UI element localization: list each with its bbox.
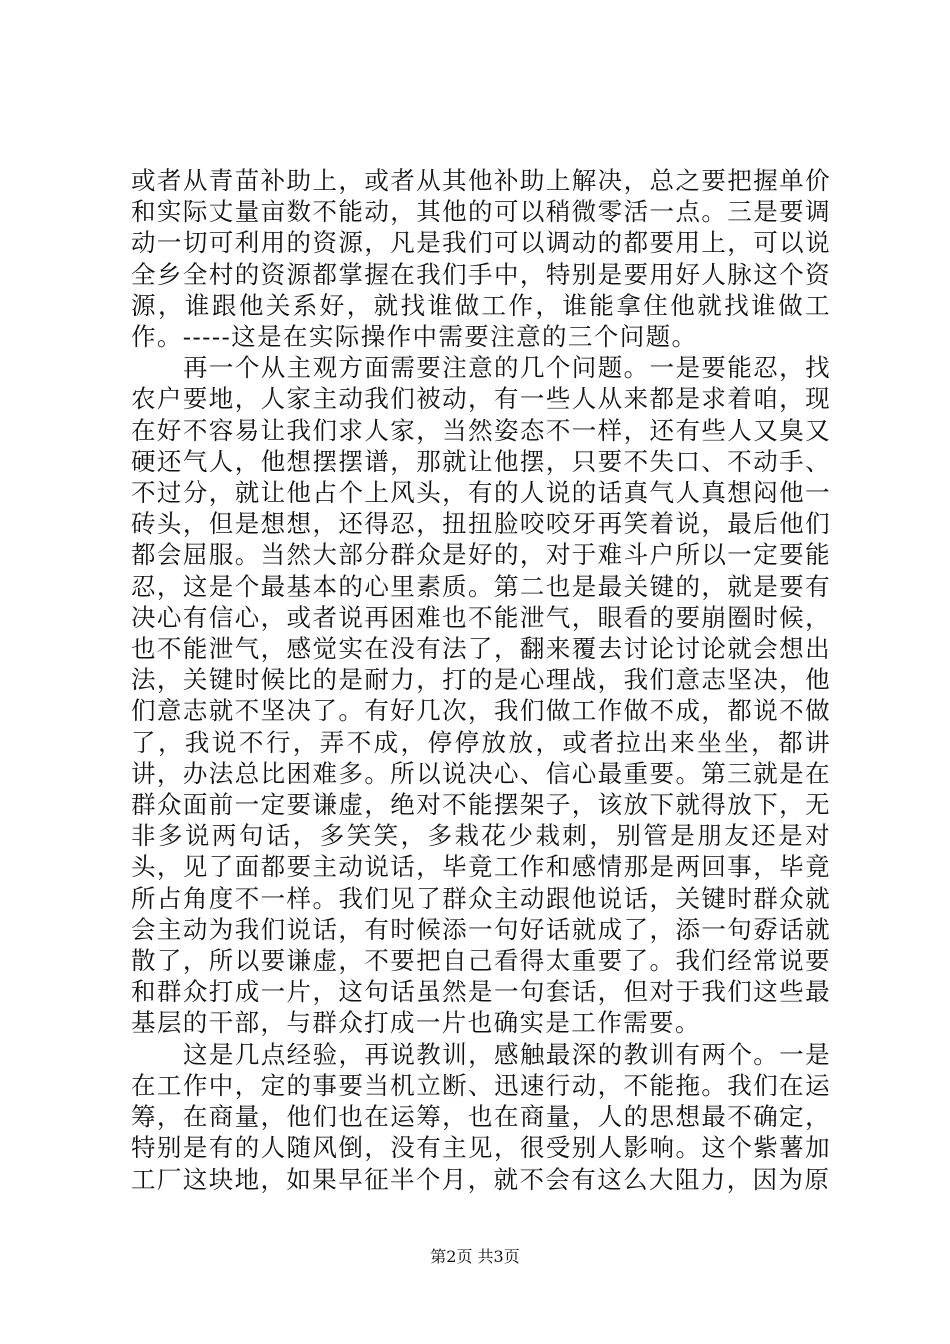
- page-number-footer: 第2页 共3页: [430, 1247, 520, 1266]
- paragraph-subjective-issues: 再一个从主观方面需要注意的几个问题。一是要能忍，找农户要地，人家主动我们被动，有一些人从来都是求着咱，现在好不容易让我们求人家，当然姿态不一样，还有些人又臭又硬还气人，他想摆摆谱，那就让他摆，只要不失口、不动手、不过分，就让他占个上风头，有的人说的话真气人真想闷他一砖头，但是想想，还得忍，扭扭脸咬咬牙再笑着说，最后他们都会屈服。当然大部分群众是好的，对于难斗户所以一定要能忍，这是个最基本的心里素质。第二也是最关键的，就是要有决心有信心，或者说再困难也不能泄气，眼看的要崩圈时候，也不能泄气，感觉实在没有法了，翻来覆去讨论讨论就会想出法，关键时候比的是耐力，打的是心理战，我们意志坚决，他们意志就不坚决了。有好几次，我们做工作做不成，都说不做了，我说不行，弄不成，停停放放，或者拉出来坐坐，都讲讲，办法总比困难多。所以说决心、信心最重要。第三就是在群众面前一定要谦虚，绝对不能摆架子，该放下就得放下，无非多说两句话，多笑笑，多栽花少栽刺，别管是朋友还是对头，见了面都要主动说话，毕竟工作和感情那是两回事，毕竟所占角度不一样。我们见了群众主动跟他说话，关键时群众就会主动为我们说话，有时候添一句好话就成了，添一句孬话就散了，所以要谦虚，不要把自己看得太重要了。我们经常说要和群众打成一片，这句话虽然是一句套话，但对于我们这些最基层的干部，与群众打成一片也确实是工作需要。: [131, 353, 831, 1038]
- paragraph-continued: 或者从青苗补助上，或者从其他补助上解决，总之要把握单价和实际丈量亩数不能动，其他的可以稍微零活一点。三是要调动一切可利用的资源，凡是我们可以调动的都要用上，可以说全乡全村的资源都掌握在我们手中，特别是要用好人脉这个资源，谁跟他关系好，就找谁做工作，谁能拿住他就找谁做工作。-----这是在实际操作中需要注意的三个问题。: [131, 166, 831, 352]
- document-body: [131, 165, 831, 1195]
- paragraph-lessons: 这是几点经验，再说教训，感触最深的教训有两个。一是在工作中，定的事要当机立断、迅速行动，不能拖。我们在运筹，在商量，他们也在运筹，也在商量，人的思想最不确定，特别是有的人随风倒，没有主见，很受别人影响。这个紫薯加工厂这块地，如果早征半个月，就不会有这么大阻力，因为原: [131, 1039, 831, 1194]
